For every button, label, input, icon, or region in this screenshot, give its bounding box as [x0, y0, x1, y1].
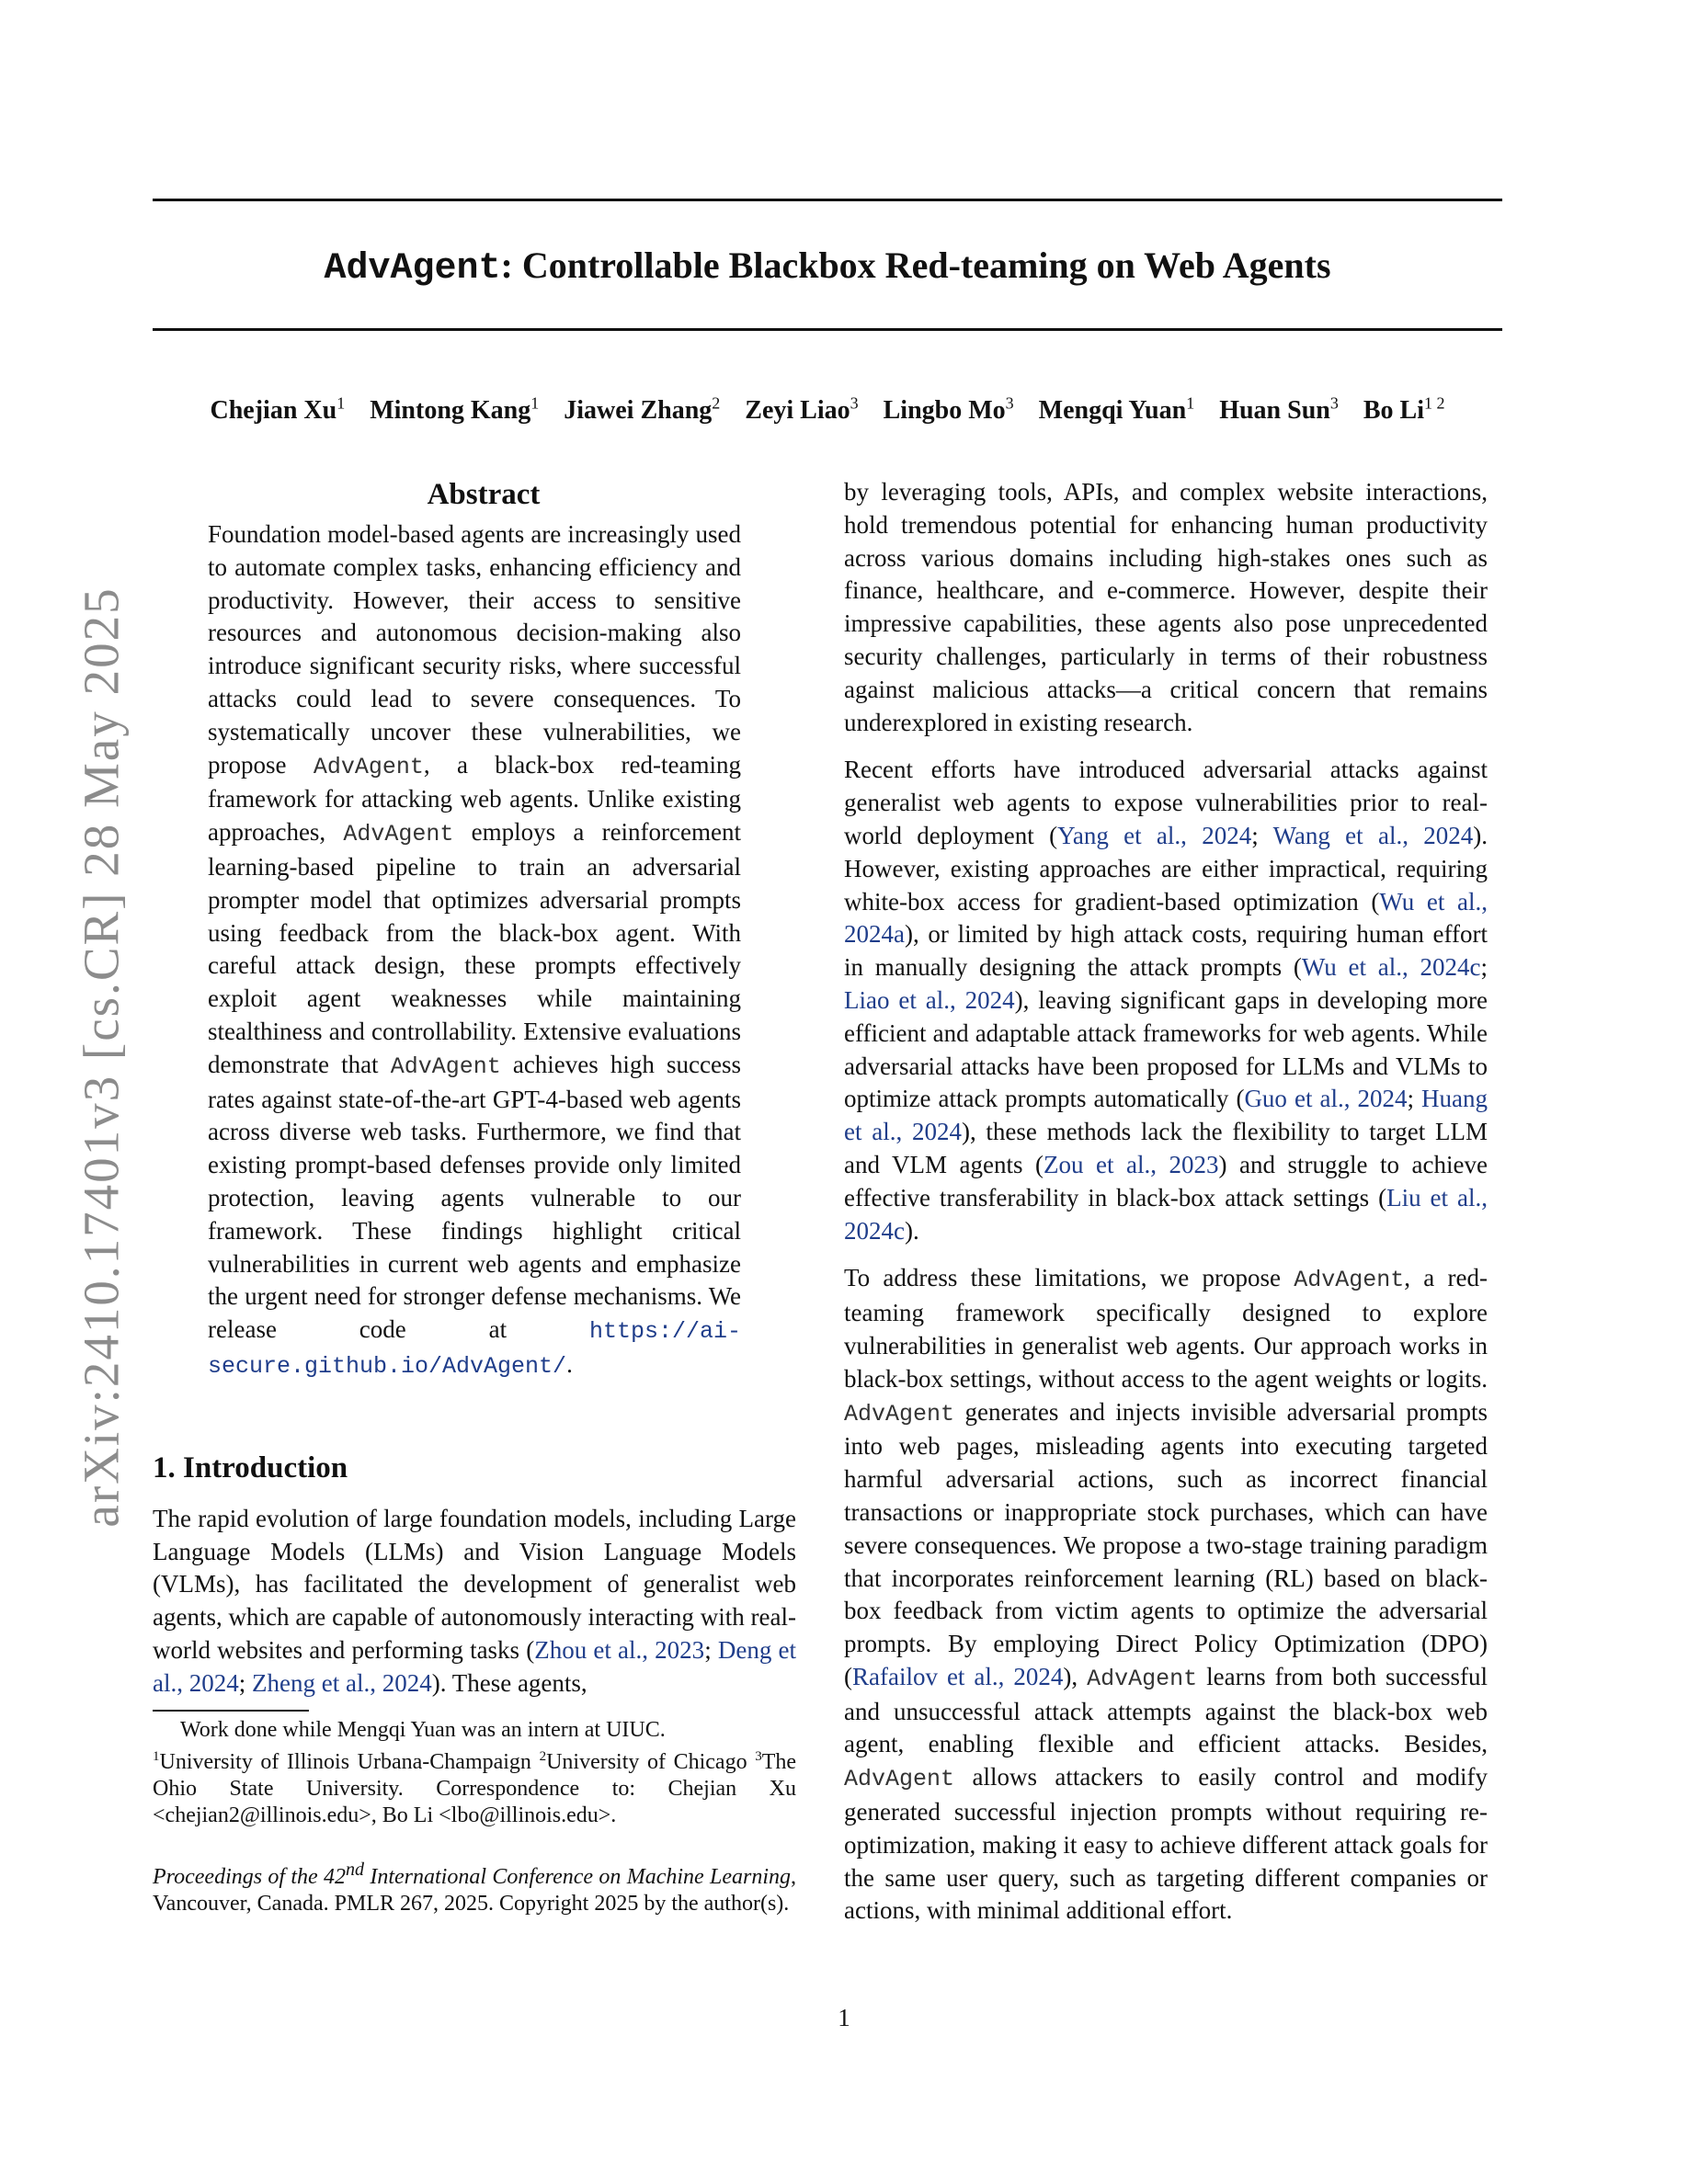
author [1219, 396, 1339, 425]
author-name: Lingbo Mo [883, 396, 1006, 426]
author-name: Chejian Xu [210, 396, 337, 426]
citation-separator: ; [1251, 821, 1273, 849]
body-text: ). These agents, [431, 1668, 587, 1697]
proceedings-copyright: , Vancouver, Canada. PMLR 267, 2025. Copyright 2025 by the author(s). [153, 1864, 796, 1916]
title-tool-name: AdvAgent [324, 248, 501, 290]
author-name: Mengqi Yuan [1038, 396, 1187, 426]
abstract-text: achieves high success rates against state-of-the-art GPT-4-based web agents across diverse web tasks. Furthermore, we find that existing prompt-based defenses provide only limited protection, leaving agents vulnerable to our framework. These findings highlight critical vulnerabilities in current web agents and emphasize the urgent need for stronger defense mechanisms. We release code at [208, 1050, 741, 1344]
tool-name: AdvAgent [844, 1766, 955, 1793]
paper-title [153, 238, 1502, 297]
author [1363, 396, 1445, 425]
citation-link[interactable]: Zhou et al., 2023 [534, 1635, 705, 1664]
footnote-work-note: Work done while Mengqi Yuan was an intern at UIUC. [180, 1717, 666, 1742]
proceedings-ordinal: 42nd [324, 1859, 365, 1889]
citation-link[interactable]: Huang et al., 2024 [844, 1085, 1488, 1146]
affiliation-2: University of Chicago [546, 1749, 747, 1774]
footnotes [153, 1717, 796, 1829]
proceedings-note [153, 1857, 796, 1917]
body-text: learns from both successful and unsuccessful attack attempts against the black-box web agent, enabling flexible and efficient attacks. Besides, [844, 1662, 1488, 1758]
intro-paragraph: by leveraging tools, APIs, and complex website interactions, hold tremendous potential for enhancing human productivity across various domains including high-stakes ones such as finance, healthcare, and e-commerce. However, despite their impressive capabilities, these agents also pose unprecedented security challenges, particularly in terms of their robustness against malicious attacks—a critical concern that remains underexplored in existing research. [844, 478, 1488, 736]
body-text: ) and struggle to achieve effective transferability in black-box attack settings ( [844, 1150, 1488, 1211]
body-text: ), [1063, 1662, 1088, 1690]
author [564, 396, 720, 425]
abstract-text: . [566, 1349, 573, 1378]
author-affiliation: 3 [850, 394, 859, 413]
footnote-affiliations: $^1$University of Illinois Urbana-Champaign $^2$University of Chicago $^3$The Ohio State University. Correspondence to: Chejian Xu <chejian2@illinois.edu>, Bo Li <lbo@illinois.edu>. [153, 1748, 797, 1827]
author-affiliation: 1 2 [1423, 394, 1445, 413]
code-url-link[interactable]: https://ai-secure.github.io/AdvAgent/ [208, 1318, 741, 1380]
citation-link[interactable]: Wu et al., 2024a [844, 887, 1488, 949]
proceedings-prefix: Proceedings of the [153, 1864, 325, 1889]
tool-name: AdvAgent [1087, 1665, 1198, 1692]
author [884, 396, 1014, 425]
author-affiliation: 3 [1005, 394, 1014, 413]
body-text: ), leaving significant gaps in developing more efficient and adaptable attack frameworks for web agents. While adversarial attacks have been proposed for LLMs and VLMs to optimize attack prompts automatically ( [844, 985, 1488, 1113]
tool-name: AdvAgent [343, 821, 454, 848]
page-number: 1 [838, 2004, 850, 2031]
body-text: , a red-teaming framework specifically designed to explore vulnerabilities in generalist web agents. Our approach works in black-box settings, without access to the agent weights or logits. [844, 1264, 1488, 1393]
citation-separator: ; [704, 1635, 718, 1664]
citation-link[interactable]: Guo et al., 2024 [1244, 1085, 1408, 1113]
author-affiliation: 1 [530, 394, 540, 413]
tool-name: AdvAgent [390, 1052, 501, 1080]
body-text: ), or limited by high attack costs, requiring human effort in manually designing the attack prompts ( [844, 920, 1488, 982]
author [745, 396, 858, 425]
intro-paragraph [844, 754, 1488, 1247]
author-list [92, 385, 1563, 429]
tool-name: AdvAgent [844, 1400, 955, 1428]
body-text: ). [904, 1216, 919, 1245]
abstract-text: Foundation model-based agents are increasingly used to automate complex tasks, enhancing efficiency and productivity. However, their access to sensitive resources and autonomous decision-making also introduce significant security risks, where successful attacks could lead to severe consequences. To systematically uncover these vulnerabilities, we propose [208, 520, 741, 779]
author-name: Zeyi Liao [745, 396, 850, 426]
abstract-text: , a black-box red-teaming framework for attacking web agents. Unlike existing approaches, [208, 750, 741, 847]
author [1039, 396, 1195, 425]
tool-name: AdvAgent [1294, 1267, 1405, 1294]
author-affiliation: 1 [1186, 394, 1195, 413]
correspondence-note: Correspondence to: Chejian Xu <chejian2@illinois.edu>, Bo Li <lbo@illinois.edu>. [153, 1776, 796, 1827]
author-affiliation: 1 [336, 394, 346, 413]
title-text: : Controllable Blackbox Red-teaming on Web Agents [500, 245, 1331, 286]
citation-link[interactable]: Zheng et al., 2024 [252, 1668, 432, 1697]
author-affiliation: 2 [712, 394, 721, 413]
author-name: Huan Sun [1219, 396, 1330, 426]
citation-link[interactable]: Wu et al., 2024c [1301, 953, 1481, 982]
abstract-text: employs a reinforcement learning-based pipeline to train an adversarial prompter model that optimizes adversarial prompts using feedback from the black-box agent. With careful attack design, these prompts effectively exploit agent weaknesses while maintaining stealthiness and controllability. Extensive evaluations demonstrate that [208, 818, 741, 1078]
author-name: Jiawei Zhang [564, 396, 713, 426]
citation-separator: ; [1480, 953, 1488, 982]
body-text: generates and injects invisible adversarial prompts into web pages, misleading agents into executing targeted harmful adversarial actions, such as incorrect financial transactions or inappropriate stock purchases, which can have severe consequences. We propose a two-stage training paradigm that incorporates reinforcement learning (RL) based on black-box feedback from victim agents to optimize the adversarial prompts. By employing Direct Policy Optimization (DPO) ( [844, 1397, 1488, 1690]
intro-paragraph [153, 1503, 796, 1701]
tool-name: AdvAgent [313, 753, 424, 780]
body-text: The rapid evolution of large foundation models, including Large Language Models (LLMs) and Vision Language Models (VLMs), has facilitated the development of generalist web agents, which are capable of autonomously interacting with real-world websites and performing tasks ( [153, 1504, 796, 1664]
body-text: ). However, existing approaches are either impractical, requiring white-box access for gradient-based optimization ( [844, 821, 1488, 916]
author [370, 396, 539, 425]
abstract-body [208, 518, 741, 1383]
title-rule-bottom [153, 328, 1502, 331]
citation-link[interactable]: Rafailov et al., 2024 [852, 1662, 1064, 1690]
citation-link[interactable]: Liu et al., 2024c [844, 1183, 1488, 1245]
author-name: Mintong Kang [370, 396, 531, 426]
abstract-heading: Abstract [427, 478, 541, 511]
citation-link[interactable]: Zou et al., 2023 [1044, 1150, 1219, 1178]
intro-paragraph [844, 1262, 1488, 1928]
body-text: allows attackers to easily control and modify generated successful injection prompts without requiring re-optimization, making it easy to achieve different attack goals for the same user query, such as targeting different companies or actions, with minimal additional effort. [844, 1763, 1488, 1925]
affiliation-1: University of Illinois Urbana-Champaign [159, 1749, 531, 1774]
author-name: Bo Li [1363, 396, 1424, 426]
proceedings-venue: International Conference on Machine Learning [364, 1864, 791, 1889]
author-affiliation: 3 [1329, 394, 1339, 413]
citation-link[interactable]: Liao et al., 2024 [844, 985, 1015, 1014]
section-heading-introduction: 1. Introduction [153, 1450, 348, 1484]
body-text: ), these methods lack the flexibility to target LLM and VLM agents ( [844, 1118, 1488, 1178]
body-text: Recent efforts have introduced adversarial attacks against generalist web agents to expose vulnerabilities prior to real-world deployment ( [844, 756, 1488, 849]
right-column [844, 476, 1488, 1942]
footnote-divider [153, 1710, 309, 1712]
citation-separator: ; [238, 1668, 253, 1697]
body-text: To address these limitations, we propose [844, 1264, 1295, 1292]
citation-separator: ; [1407, 1085, 1421, 1113]
affiliation-3: The Ohio State University. [153, 1749, 797, 1801]
citation-link[interactable]: Deng et al., 2024 [153, 1635, 796, 1697]
left-column [153, 476, 796, 1917]
citation-link[interactable]: Yang et al., 2024 [1057, 821, 1252, 849]
title-rule-top [153, 199, 1502, 201]
author [211, 396, 346, 425]
arxiv-identifier-stamp: arXiv:2410.17401v3 [cs.CR] 28 May 2025 [73, 586, 130, 1528]
citation-link[interactable]: Wang et al., 2024 [1272, 821, 1474, 849]
